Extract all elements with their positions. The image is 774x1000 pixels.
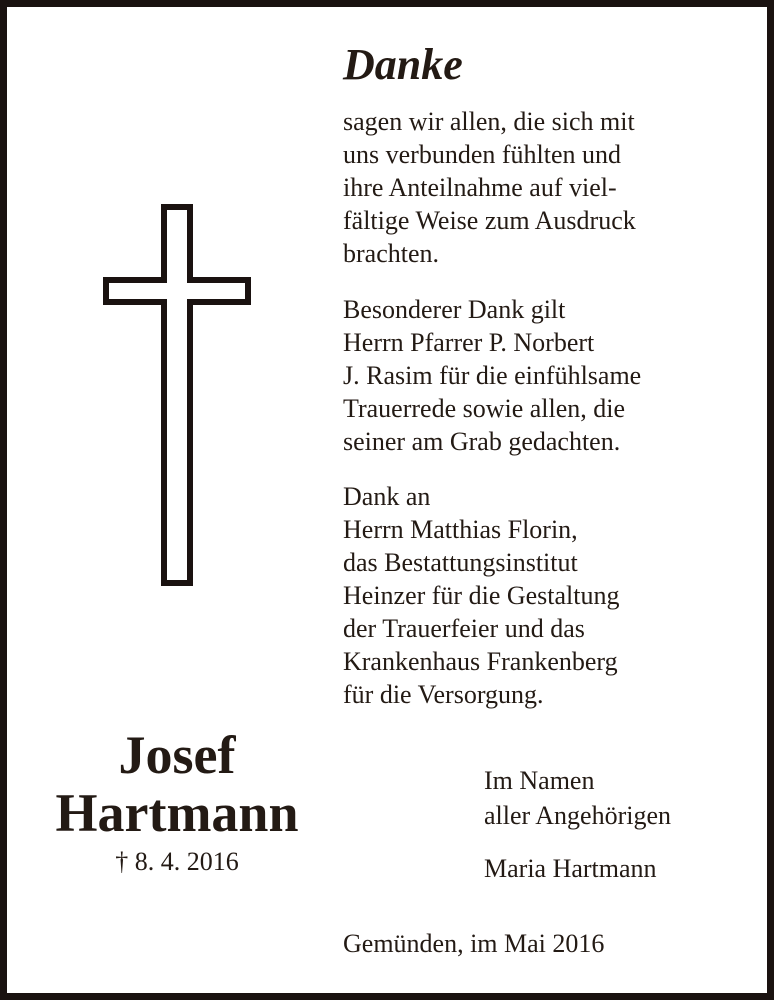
deceased-last-name: Hartmann	[55, 783, 299, 843]
thanks-paragraph: sagen wir allen, die sich mit uns verbunden fühlten und ihre Anteilnahme auf viel- fältige Weise zum Ausdruck brachten.	[343, 107, 636, 268]
place-date: Gemünden, im Mai 2016	[343, 929, 605, 958]
signatory-name: Maria Hartmann	[484, 854, 657, 883]
special-thanks-paragraph: Besonderer Dank gilt Herrn Pfarrer P. Norbert J. Rasim für die einfühlsame Trauerrede sowie allen, die seiner am Grab gedachten.	[343, 295, 642, 456]
cross-icon	[102, 204, 252, 586]
notice-heading: Danke	[343, 40, 463, 89]
further-thanks-paragraph: Dank an Herrn Matthias Florin, das Bestattungsinstitut Heinzer für die Gestaltung der Trauerfeier und das Krankenhaus Frankenberg für die Versorgung.	[343, 482, 620, 709]
death-date: † 8. 4. 2016	[115, 847, 239, 876]
deceased-first-name: Josef	[118, 725, 236, 785]
on-behalf-line: Im Namen aller Angehörigen	[484, 766, 671, 830]
